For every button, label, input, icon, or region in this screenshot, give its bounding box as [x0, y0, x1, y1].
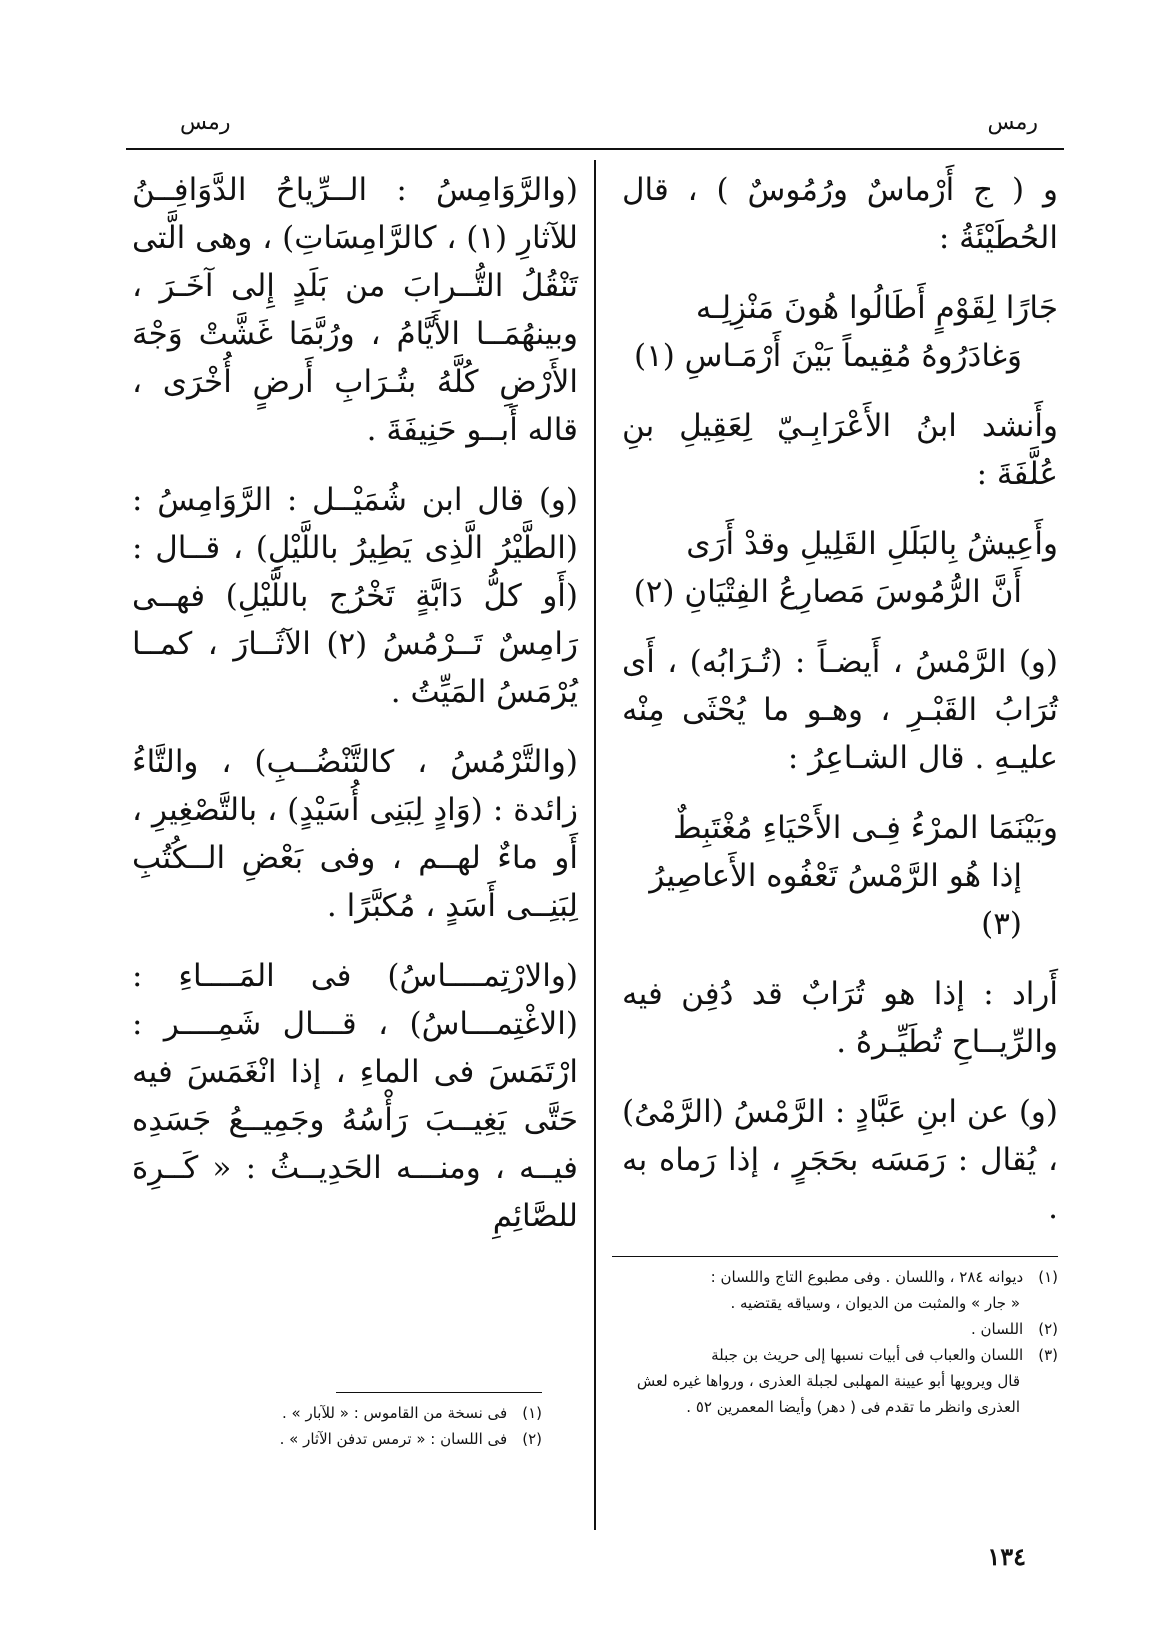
footnote-text: ديوانه ٢٨٤ ، واللسان . وفى مطبوع التاج واللسان : [710, 1268, 1024, 1286]
verse-second-hemistich: أَنَّ الرُّمُوسَ مَصارِعُ الفِتْيَانِ (٢) [633, 574, 1022, 610]
right-column [622, 166, 1058, 1254]
paragraph: أَراد : إذا هو تُرَابٌ قد دُفِن فيه والرِّيــاحِ تُطَيِّـرهُ . [622, 976, 1058, 1060]
footnote [132, 1400, 542, 1426]
footnote-number: (٢) [522, 1430, 542, 1448]
footnote-continuation: « جار » والمثبت من الديوان ، وسياقه يقتضيه . [730, 1294, 1020, 1312]
left-footnotes [132, 1400, 542, 1452]
footnote [612, 1316, 1058, 1342]
page-number: ١٣٤ [987, 1542, 1026, 1571]
footnote-text: فى اللسان : « ترمس تدفن الآثار » . [279, 1430, 508, 1448]
paragraph: (و) عن ابنِ عَبَّادٍ : الرَّمْسُ (الرَّمْىُ) ، يُقال : رَمَسَه بحَجَرٍ ، إذا رَماه به . [622, 1094, 1058, 1226]
running-head-right: رمس [987, 110, 1038, 135]
paragraph: (والارْتِمــــاسُ) فى المَــــاءِ : (الاغْتِمـــاسُ) ، قـــال شَمِــــر : ارْتَمَسَ فى الماءِ ، إذا انْغَمَسَ فيه حَتَّى يَغِيــبَ رَأْسُهُ وجَمِيــعُ جَسَدِه فيــه ، ومنـــه الحَدِيــثُ : « كَــرِهَ للصَّائِمِ [132, 958, 578, 1234]
footnote-number: (٣) [1038, 1346, 1058, 1364]
footnote-number: (١) [1038, 1268, 1058, 1286]
header-rule [126, 148, 1064, 150]
paragraph: (و) الرَّمْسُ ، أَيضـاً : (تُـرَابُه) ، أَى تُرَابُ القَبْـرِ ، وهـو ما يُحْثَى مِنْه عليـهِ . قال الشـاعِرُ : [622, 644, 1058, 776]
poem-verse [622, 284, 1058, 380]
footnote [132, 1426, 542, 1452]
footnote [612, 1342, 1058, 1420]
paragraph: (والتَّرْمُسُ ، كالتَّنْضُــبِ) ، والتَّاءُ زائدة : (وَادٍ لِبَنِى أُسَيْدٍ) ، بالتَّصْغِيرِ ، أَو ماءٌ لهــم ، وفى بَعْضِ الــكُتُبِ لِبَنِــى أَسَدٍ ، مُكبَّرًا . [132, 744, 578, 924]
running-head-left: رمس [180, 110, 231, 135]
footnote-text: اللسان . [971, 1320, 1024, 1338]
poem-verse [622, 804, 1058, 948]
paragraph: (و) قال ابن شُمَيْــل : الرَّوَامِسُ : (الطَّيْرُ الَّذِى يَطِيرُ باللَّيْلِ) ، قــال : (أَو كلُّ دَابَّةٍ تَخْرُج باللَّيْلِ) فهــى رَامِسٌ تَــرْمُسُ (٢) الآثَــارَ ، كمــا يُرْمَسُ المَيِّتُ . [132, 482, 578, 710]
footnote-text: فى نسخة من القاموس : « للآبار » . [281, 1404, 508, 1422]
poem-verse [622, 520, 1058, 616]
footnote-number: (٢) [1038, 1320, 1058, 1338]
paragraph: و ( ج أَرْماسٌ ورُمُوسٌ ) ، قال الحُطَيْئَةُ : [622, 172, 1058, 256]
footnote-rule-right [612, 1256, 1058, 1257]
verse-first-hemistich: وأَعِيشُ بِالبَلَلِ القَلِيلِ وقدْ أَرَى [686, 526, 1058, 562]
footnote-text: اللسان والعباب فى أبيات نسبها إلى حريث بن جبلة [711, 1346, 1024, 1364]
column-divider [594, 160, 596, 1530]
footnote-continuation: قال ويرويها أبو عيينة المهلبى لجبلة العذرى ، ورواها غيره لعش العذرى وانظر ما تقدم فى ( دهر) وأيضا المعمرين ٥٢ . [636, 1372, 1020, 1416]
footnote [612, 1264, 1058, 1316]
paragraph: وأَنشد ابنُ الأَعْرَابِـيّ لِعَقِيلِ بنِ عُلَّفَةَ : [622, 408, 1058, 492]
verse-second-hemistich: وَغادَرُوهُ مُقِيماً بَيْنَ أَرْمَـاسِ (١) [633, 338, 1022, 374]
right-footnotes [612, 1264, 1058, 1420]
footnote-number: (١) [522, 1404, 542, 1422]
paragraph: (والرَّوَامِسُ : الــرِّياحُ الدَّوَافِــنُ للآثارِ (١) ، كالرَّامِسَاتِ) ، وهى الَّتى تَنْقُلُ التُّــرابَ من بَلَدٍ إِلى آخَـرَ ، وبينهُمَــا الأَيَّامُ ، ورُبَّمَا غَشَّتْ وَجْهَ الأَرْضِ كُلَّهُ بتُـرَابِ أَرضٍ أُخْرَى ، قاله أَبــو حَنِيفَةَ . [132, 172, 578, 448]
verse-first-hemistich: وبَيْنَمَا المرْءُ فِـى الأَحْيَاءِ مُغْتَبِطٌ [672, 810, 1058, 846]
footnote-rule-left [336, 1392, 542, 1393]
verse-second-hemistich: إذا هُو الرَّمْسُ تَعْفُوه الأَعاصِيرُ (٣) [649, 858, 1022, 942]
left-column [132, 166, 578, 1262]
verse-first-hemistich: جَارًا لِقَوْمٍ أَطَالُوا هُونَ مَنْزِلِـه [695, 290, 1058, 326]
